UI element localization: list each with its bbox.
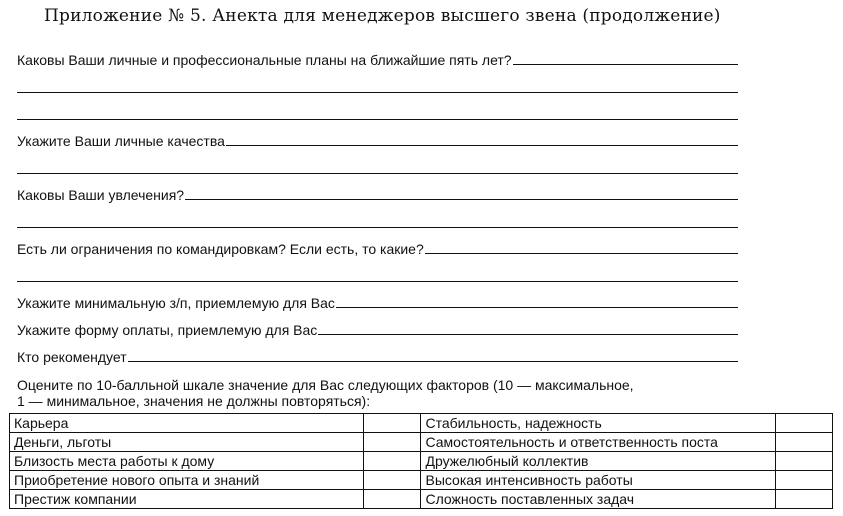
factor-name: Стабильность, надежность: [421, 414, 775, 433]
factor-score-cell[interactable]: [364, 414, 421, 433]
factor-name: Высокая интенсивность работы: [421, 471, 775, 490]
factor-score-cell[interactable]: [775, 414, 832, 433]
answer-line-min-salary[interactable]: [336, 307, 738, 308]
answer-line-qualities-2[interactable]: [17, 173, 738, 174]
factor-name: Карьера: [10, 414, 364, 433]
question-recommender-label: Кто рекомендует: [17, 349, 127, 365]
table-row: [10, 433, 833, 452]
table-row: [10, 471, 833, 490]
factor-score-cell[interactable]: [775, 471, 832, 490]
answer-line-hobbies[interactable]: [185, 199, 738, 200]
factor-name: Близость места работы к дому: [10, 452, 364, 471]
answer-line-hobbies-2[interactable]: [17, 227, 738, 228]
answer-line-recommender[interactable]: [128, 361, 738, 362]
factor-name: Сложность поставленных задач: [421, 490, 775, 509]
question-qualities: [17, 131, 738, 149]
factor-name: Приобретение нового опыта и знаний: [10, 471, 364, 490]
question-payment-form-label: Укажите форму оплаты, приемлемую для Вас: [17, 322, 318, 338]
question-min-salary-label: Укажите минимальную з/п, приемлемую для Вас: [17, 295, 335, 311]
factor-name: Деньги, льготы: [10, 433, 364, 452]
rating-instruction: [17, 377, 634, 409]
question-qualities-label: Укажите Ваши личные качества: [17, 133, 225, 149]
table-row: [10, 452, 833, 471]
page-title: Приложение № 5. Анекта для менеджеров высшего звена (продолжение): [44, 6, 721, 26]
question-plans-label: Каковы Ваши личные и профессиональные планы на ближайшие пять лет?: [17, 52, 512, 68]
question-recommender: [17, 347, 738, 365]
question-min-salary: [17, 293, 738, 311]
factor-name: Самостоятельность и ответственность поста: [421, 433, 775, 452]
rating-instruction-line-2: 1 — минимальное, значения не должны повторяться):: [17, 393, 371, 409]
answer-line-travel-2[interactable]: [17, 281, 738, 282]
factor-score-cell[interactable]: [364, 452, 421, 471]
answer-line-plans[interactable]: [513, 64, 738, 65]
answer-line-plans-2[interactable]: [17, 92, 738, 93]
factor-score-cell[interactable]: [364, 490, 421, 509]
answer-line-travel[interactable]: [425, 253, 738, 254]
table-row: [10, 414, 833, 433]
question-travel: [17, 239, 738, 257]
question-plans: [17, 50, 738, 68]
factor-score-cell[interactable]: [775, 490, 832, 509]
question-travel-label: Есть ли ограничения по командировкам? Если есть, то какие?: [17, 241, 424, 257]
table-row: [10, 490, 833, 509]
answer-line-plans-3[interactable]: [17, 119, 738, 120]
factor-name: Дружелюбный коллектив: [421, 452, 775, 471]
question-payment-form: [17, 320, 738, 338]
factor-score-cell[interactable]: [364, 433, 421, 452]
factor-score-cell[interactable]: [775, 433, 832, 452]
factors-table: [9, 413, 833, 509]
answer-line-qualities[interactable]: [226, 145, 738, 146]
factor-score-cell[interactable]: [775, 452, 832, 471]
factor-name: Престиж компании: [10, 490, 364, 509]
answer-line-payment-form[interactable]: [318, 334, 738, 335]
factor-score-cell[interactable]: [364, 471, 421, 490]
question-hobbies: [17, 185, 738, 203]
question-hobbies-label: Каковы Ваши увлечения?: [17, 187, 185, 203]
rating-instruction-line-1: Оцените по 10-балльной шкале значение для Вас следующих факторов (10 — максимальное,: [17, 377, 634, 393]
